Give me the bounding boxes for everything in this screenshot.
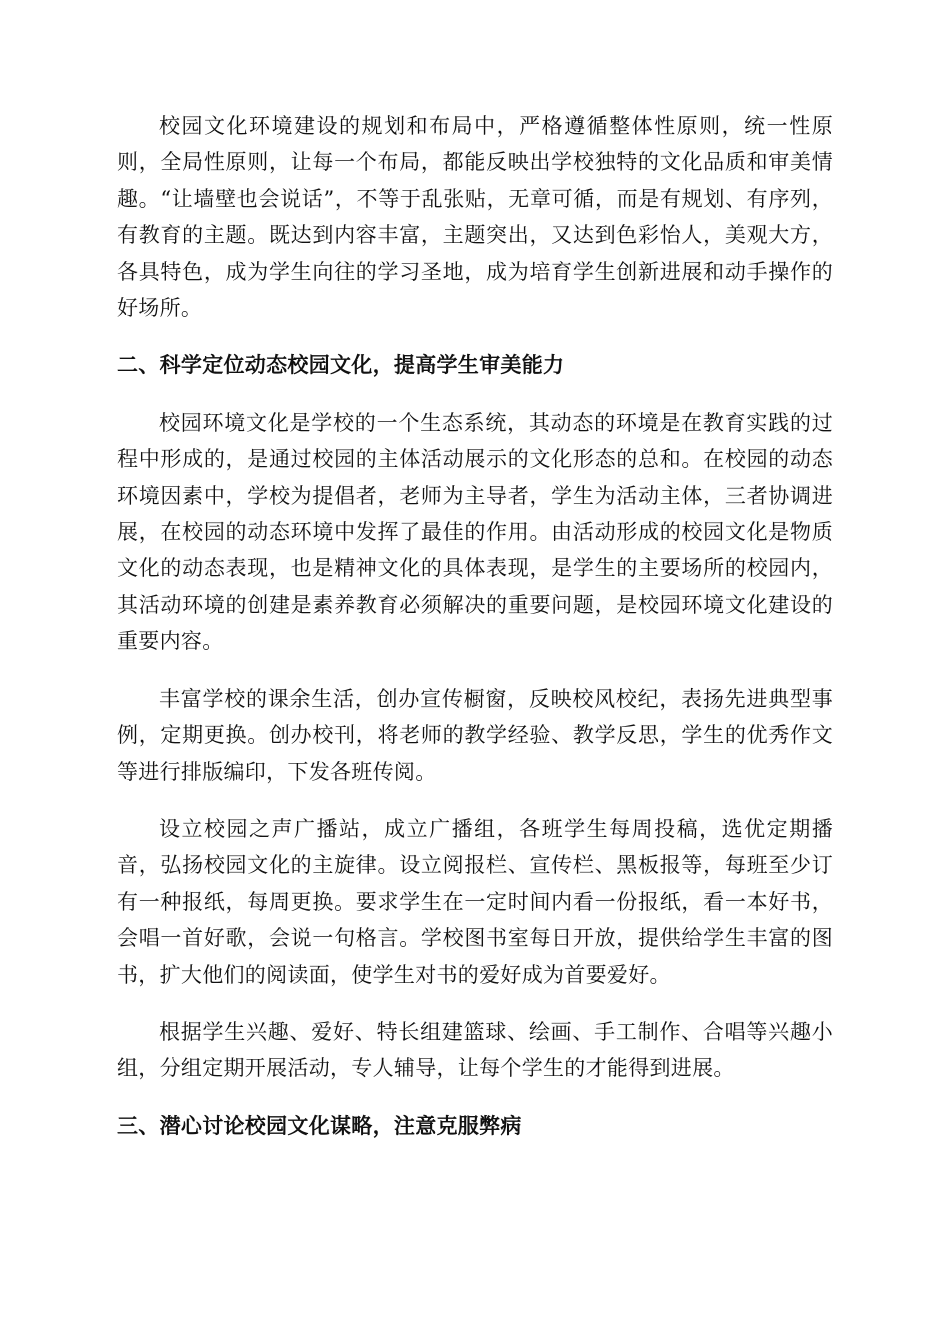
- section-heading: 二、科学定位动态校园文化，提高学生审美能力: [117, 353, 565, 378]
- body-paragraph: 设立校园之声广播站，成立广播组，各班学生每周投稿，选优定期播音，弘扬校园文化的主旋律。设立阅报栏、宣传栏、黑板报等，每班至少订有一种报纸，每周更换。要求学生在一定时间内看一份报纸，看一本好书，会唱一首好歌，会说一句格言。学校图书室每日开放，提供给学生丰富的图书，扩大他们的阅读面，使学生对书的爱好成为首要爱好。: [117, 816, 833, 987]
- body-paragraph: 丰富学校的课余生活，创办宣传橱窗，反映校风校纪，表扬先进典型事例，定期更换。创办校刊，将老师的教学经验、教学反思，学生的优秀作文等进行排版编印，下发各班传阅。: [117, 686, 833, 784]
- document-page: [117, 108, 833, 1165]
- body-paragraph: 校园文化环境建设的规划和布局中，严格遵循整体性原则，统一性原则，全局性原则，让每一个布局，都能反映出学校独特的文化品质和审美情趣。“让墙壁也会说话”，不等于乱张贴，无章可循，而是有规划、有序列，有教育的主题。既达到内容丰富，主题突出，又达到色彩怡人，美观大方，各具特色，成为学生向往的学习圣地，成为培育学生创新进展和动手操作的好场所。: [117, 114, 833, 321]
- body-paragraph: 校园环境文化是学校的一个生态系统，其动态的环境是在教育实践的过程中形成的，是通过校园的主体活动展示的文化形态的总和。在校园的动态环境因素中，学校为提倡者，老师为主导者，学生为活动主体，三者协调进展，在校园的动态环境中发挥了最佳的作用。由活动形成的校园文化是物质文化的动态表现，也是精神文化的具体表现，是学生的主要场所的校园内，其活动环境的创建是素养教育必须解决的重要问题，是校园环境文化建设的重要内容。: [117, 410, 833, 654]
- section-heading: 三、潜心讨论校园文化谋略，注意克服弊病: [117, 1113, 522, 1138]
- body-paragraph: 根据学生兴趣、爱好、特长组建篮球、绘画、手工制作、合唱等兴趣小组，分组定期开展活动，专人辅导，让每个学生的才能得到进展。: [117, 1019, 833, 1081]
